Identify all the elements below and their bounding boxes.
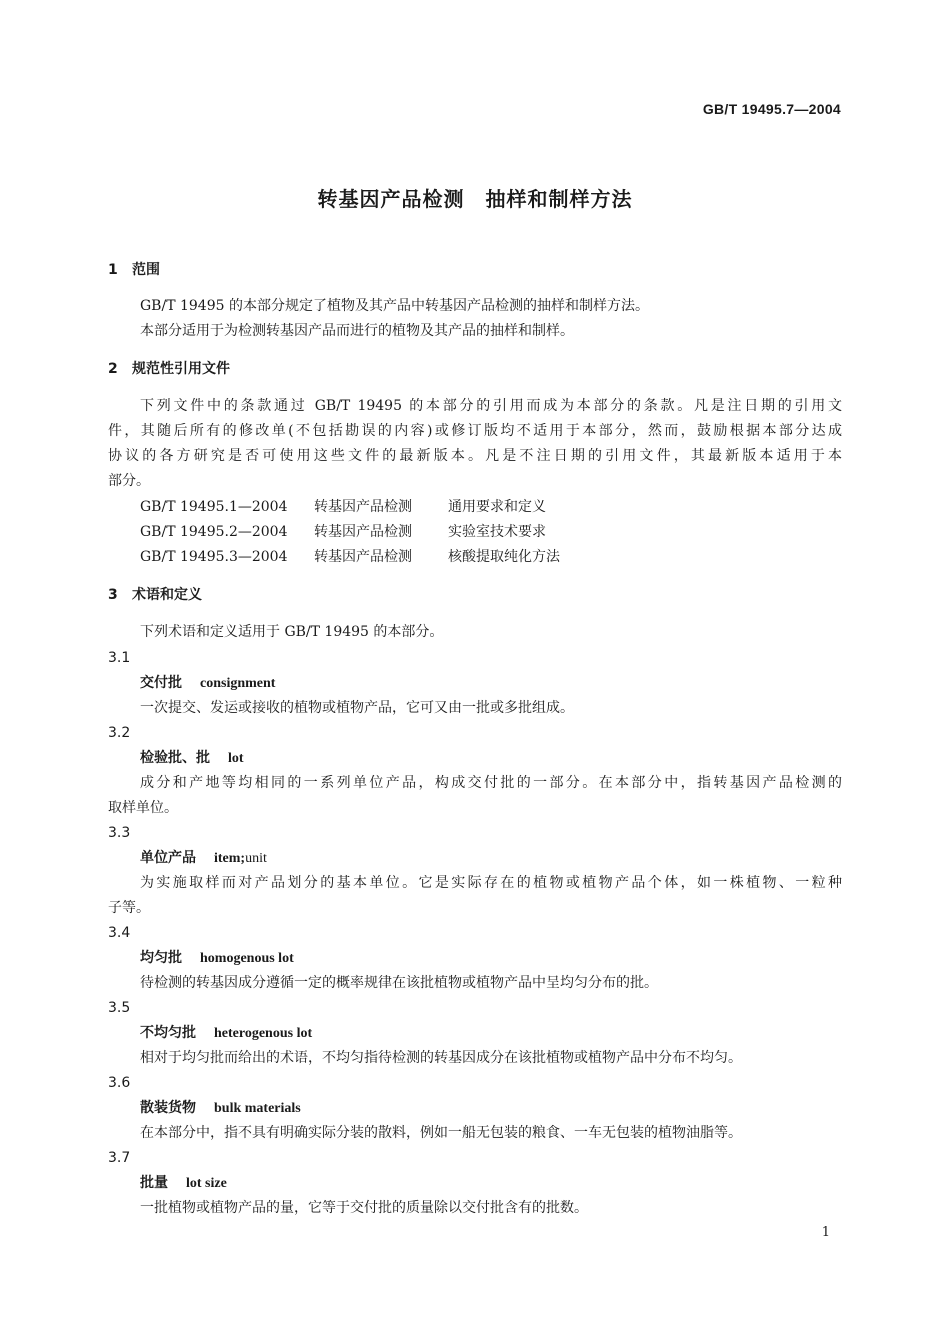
clause-number: 3.7 (108, 1150, 131, 1166)
term-english: lot size (186, 1176, 227, 1191)
term-english: bulk materials (214, 1101, 301, 1116)
term-heading (140, 948, 294, 969)
term-english: homogenous lot (200, 951, 294, 966)
paragraph-line: 件，其随后所有的修改单(不包括勘误的内容)或修订版均不适用于本部分，然而，鼓励根据本部分达成 (108, 423, 842, 439)
term-chinese: 批量 (140, 1175, 168, 1191)
term-chinese: 均匀批 (140, 950, 182, 966)
clause-number: 3.6 (108, 1075, 131, 1091)
section-heading-terms (108, 585, 202, 605)
paragraph-line: 部分。 (108, 473, 150, 489)
term-english: consignment (200, 676, 276, 691)
document-title: 转基因产品检测 抽样和制样方法 (317, 187, 633, 211)
term-heading (140, 748, 244, 769)
section-heading-normative (108, 359, 230, 379)
term-heading (140, 1098, 301, 1119)
clause-number: 3.2 (108, 725, 131, 741)
term-heading (140, 673, 275, 694)
paragraph-line: 协议的各方研究是否可使用这些文件的最新版本。凡是不注日期的引用文件，其最新版本适用于本 (108, 448, 842, 464)
term-english: heterogenous lot (214, 1026, 313, 1041)
clause-number: 3.3 (108, 825, 131, 841)
reference-title-b: 实验室技术要求 (448, 524, 546, 540)
term-definition-line: 为实施取样而对产品划分的基本单位。它是实际存在的植物或植物产品个体，如一株植物、一粒种 (140, 875, 842, 891)
reference-code: GB/T 19495.3—2004 (140, 549, 288, 565)
section-number: 2 (108, 361, 118, 377)
term-english: lot (228, 751, 244, 766)
reference-title-b: 核酸提取纯化方法 (448, 549, 560, 565)
term-heading (140, 1173, 227, 1194)
term-definition-line: 成分和产地等均相同的一系列单位产品，构成交付批的一部分。在本部分中，指转基因产品检测的 (140, 775, 842, 791)
term-definition: 一次提交、发运或接收的植物或植物产品，它可又由一批或多批组成。 (140, 700, 574, 716)
term-definition-line: 取样单位。 (108, 800, 178, 816)
reference-item (140, 497, 546, 517)
section-number: 3 (108, 587, 118, 603)
term-heading (140, 848, 267, 869)
term-definition: 在本部分中，指不具有明确实际分装的散料，例如一船无包装的粮食、一车无包装的植物油脂等。 (140, 1125, 742, 1141)
paragraph: 本部分适用于为检测转基因产品而进行的植物及其产品的抽样和制样。 (140, 323, 574, 339)
term-heading (140, 1023, 312, 1044)
section-title: 术语和定义 (132, 587, 202, 603)
term-definition: 一批植物或植物产品的量，它等于交付批的质量除以交付批含有的批数。 (140, 1200, 588, 1216)
term-definition: 待检测的转基因成分遵循一定的概率规律在该批植物或植物产品中呈均匀分布的批。 (140, 975, 658, 991)
reference-code: GB/T 19495.1—2004 (140, 499, 288, 515)
term-definition: 相对于均匀批而给出的术语，不均匀指待检测的转基因成分在该批植物或植物产品中分布不均匀。 (140, 1050, 742, 1066)
term-english-alt: unit (245, 851, 267, 866)
section-title: 规范性引用文件 (132, 361, 230, 377)
clause-number: 3.4 (108, 925, 131, 941)
reference-item (140, 547, 560, 567)
term-english: item;unit (214, 851, 267, 866)
paragraph-line: 下列文件中的条款通过 GB/T 19495 的本部分的引用而成为本部分的条款。凡是注日期的引用文 (140, 398, 842, 414)
section-title: 范围 (132, 262, 160, 278)
term-chinese: 检验批、批 (140, 750, 210, 766)
clause-number: 3.1 (108, 650, 131, 666)
paragraph: 下列术语和定义适用于 GB/T 19495 的本部分。 (140, 624, 444, 640)
page-number: 1 (821, 1225, 830, 1240)
term-definition-line: 子等。 (108, 900, 150, 916)
term-chinese: 单位产品 (140, 850, 196, 866)
term-chinese: 不均匀批 (140, 1025, 196, 1041)
reference-item (140, 522, 546, 542)
standard-code: GB/T 19495.7—2004 (702, 101, 841, 117)
reference-title-a: 转基因产品检测 (314, 524, 412, 540)
reference-title-a: 转基因产品检测 (314, 549, 412, 565)
term-chinese: 交付批 (140, 675, 182, 691)
section-heading-scope (108, 260, 160, 280)
section-number: 1 (108, 262, 118, 278)
reference-title-a: 转基因产品检测 (314, 499, 412, 515)
paragraph: GB/T 19495 的本部分规定了植物及其产品中转基因产品检测的抽样和制样方法。 (140, 298, 649, 314)
clause-number: 3.5 (108, 1000, 131, 1016)
term-chinese: 散装货物 (140, 1100, 196, 1116)
reference-code: GB/T 19495.2—2004 (140, 524, 288, 540)
reference-title-b: 通用要求和定义 (448, 499, 546, 515)
